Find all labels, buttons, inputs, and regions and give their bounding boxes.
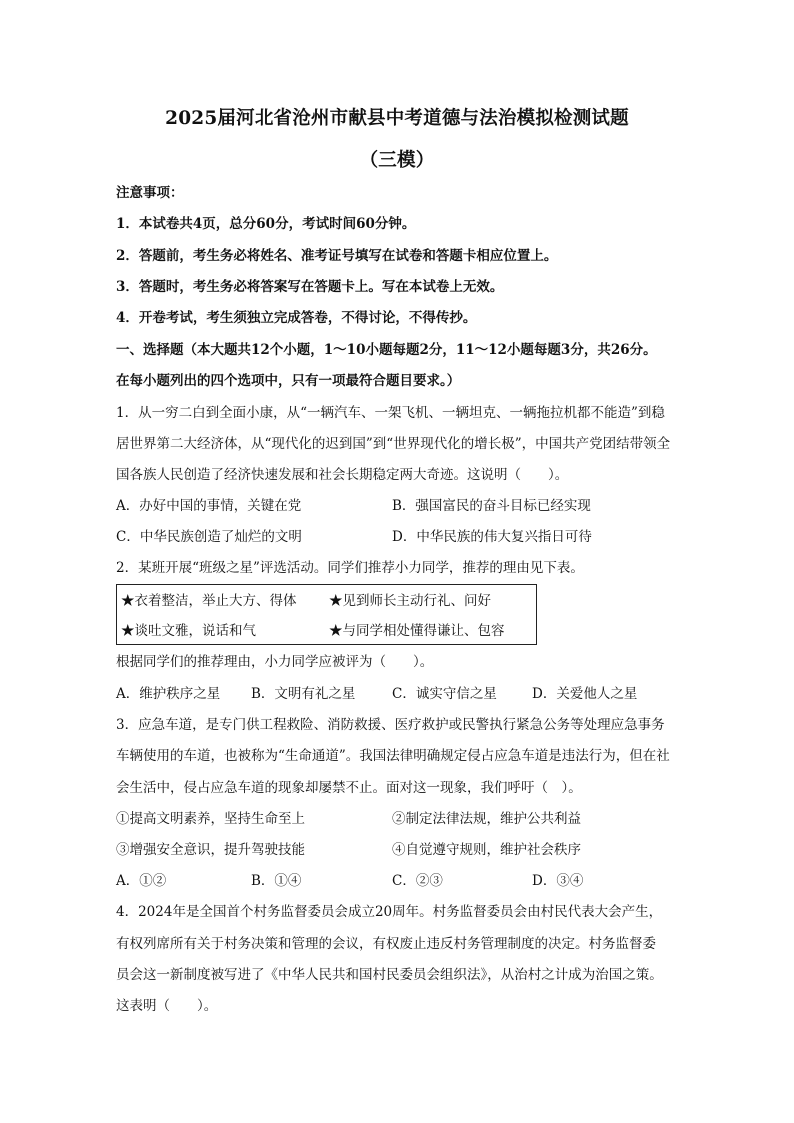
exam-title: 2025届河北省沧州市献县中考道德与法治模拟检测试题	[165, 108, 629, 129]
question-4-stem: 有权列席所有关于村务决策和管理的会议，有权废止违反村务管理制度的决定。村务监督委	[116, 936, 656, 952]
question-4-stem: 员会这一新制度被写进了《中华人民共和国村民委员会组织法》，从治村之计成为治国之策。	[116, 967, 663, 983]
notice-item: 4．开卷考试，考生须独立完成答卷，不得讨论，不得传抄。	[116, 310, 477, 326]
question-3-option-a: A．①②	[116, 873, 167, 889]
notice-item: 1．本试卷共4页，总分60分，考试时间60分钟。	[116, 216, 416, 232]
table-cell: ★见到师长主动行礼、问好	[329, 593, 491, 609]
question-3-stem: 3．应急车道，是专门供工程救险、消防救援、医疗救护或民警执行紧急公务等处理应急事务	[116, 717, 665, 733]
notice-item: 3．答题时，考生务必将答案写在答题卡上。写在本试卷上无效。	[116, 279, 504, 295]
section-heading: 一、选择题（本大题共12个小题，1～10小题每题2分，11～12小题每题3分，共26分。	[116, 342, 657, 358]
exam-subtitle: （三模）	[359, 150, 435, 171]
question-2-option-c: C．诚实守信之星	[392, 686, 497, 702]
notice-heading: 注意事项：	[116, 185, 184, 201]
question-3-option-d: D．③④	[532, 873, 584, 889]
question-1-stem: 1．从一穷二白到全面小康，从“一辆汽车、一架飞机、一辆坦克、一辆拖拉机都不能造”到稳	[116, 405, 665, 421]
question-1-option-b: B．强国富民的奋斗目标已经实现	[392, 498, 591, 514]
recommendation-table	[116, 584, 537, 645]
question-4-stem: 这表明（ ）。	[116, 998, 218, 1014]
question-2-option-d: D．关爱他人之星	[532, 686, 638, 702]
question-2-option-a: A．维护秩序之星	[116, 686, 221, 702]
table-cell: ★谈吐文雅，说话和气	[121, 623, 256, 639]
question-2-stem: 2．某班开展“班级之星”评选活动。同学们推荐小力同学，推荐的理由见下表。	[116, 560, 584, 576]
notice-item: 2．答题前，考生务必将姓名、准考证号填写在试卷和答题卡相应位置上。	[116, 248, 558, 264]
question-1-stem: 国各族人民创造了经济快速发展和社会长期稳定两大奇迹。这说明（ ）。	[116, 467, 569, 483]
question-2-question: 根据同学们的推荐理由，小力同学应被评为（ ）。	[116, 654, 434, 670]
question-3-item-2: ②制定法律法规，维护公共利益	[392, 811, 581, 827]
question-1-option-a: A．办好中国的事情，关键在党	[116, 498, 302, 514]
question-3-option-b: B．①④	[251, 873, 302, 889]
question-3-stem: 会生活中，侵占应急车道的现象却屡禁不止。面对这一现象，我们呼吁（ ）。	[116, 780, 582, 796]
question-3-item-4: ④自觉遵守规则，维护社会秩序	[392, 842, 581, 858]
table-cell: ★与同学相处懂得谦让、包容	[329, 623, 505, 639]
question-1-option-d: D．中华民族的伟大复兴指日可待	[392, 529, 592, 545]
question-4-stem: 4．2024年是全国首个村务监督委员会成立20周年。村务监督委员会由村民代表大会产生，	[116, 904, 663, 920]
section-instruction: 在每小题列出的四个选项中，只有一项最符合题目要求。）	[116, 373, 461, 389]
question-3-stem: 车辆使用的车道，也被称为“生命通道”。我国法律明确规定侵占应急车道是违法行为，但在社	[116, 748, 670, 764]
question-3-option-c: C．②③	[392, 873, 443, 889]
question-3-item-3: ③增强安全意识，提升驾驶技能	[116, 842, 305, 858]
question-2-option-b: B．文明有礼之星	[251, 686, 356, 702]
table-cell: ★衣着整洁，举止大方、得体	[121, 593, 297, 609]
question-1-stem: 居世界第二大经济体，从“现代化的迟到国”到“世界现代化的增长极”，中国共产党团结带领全	[116, 436, 671, 452]
question-1-option-c: C．中华民族创造了灿烂的文明	[116, 529, 302, 545]
question-3-item-1: ①提高文明素养，坚持生命至上	[116, 811, 305, 827]
